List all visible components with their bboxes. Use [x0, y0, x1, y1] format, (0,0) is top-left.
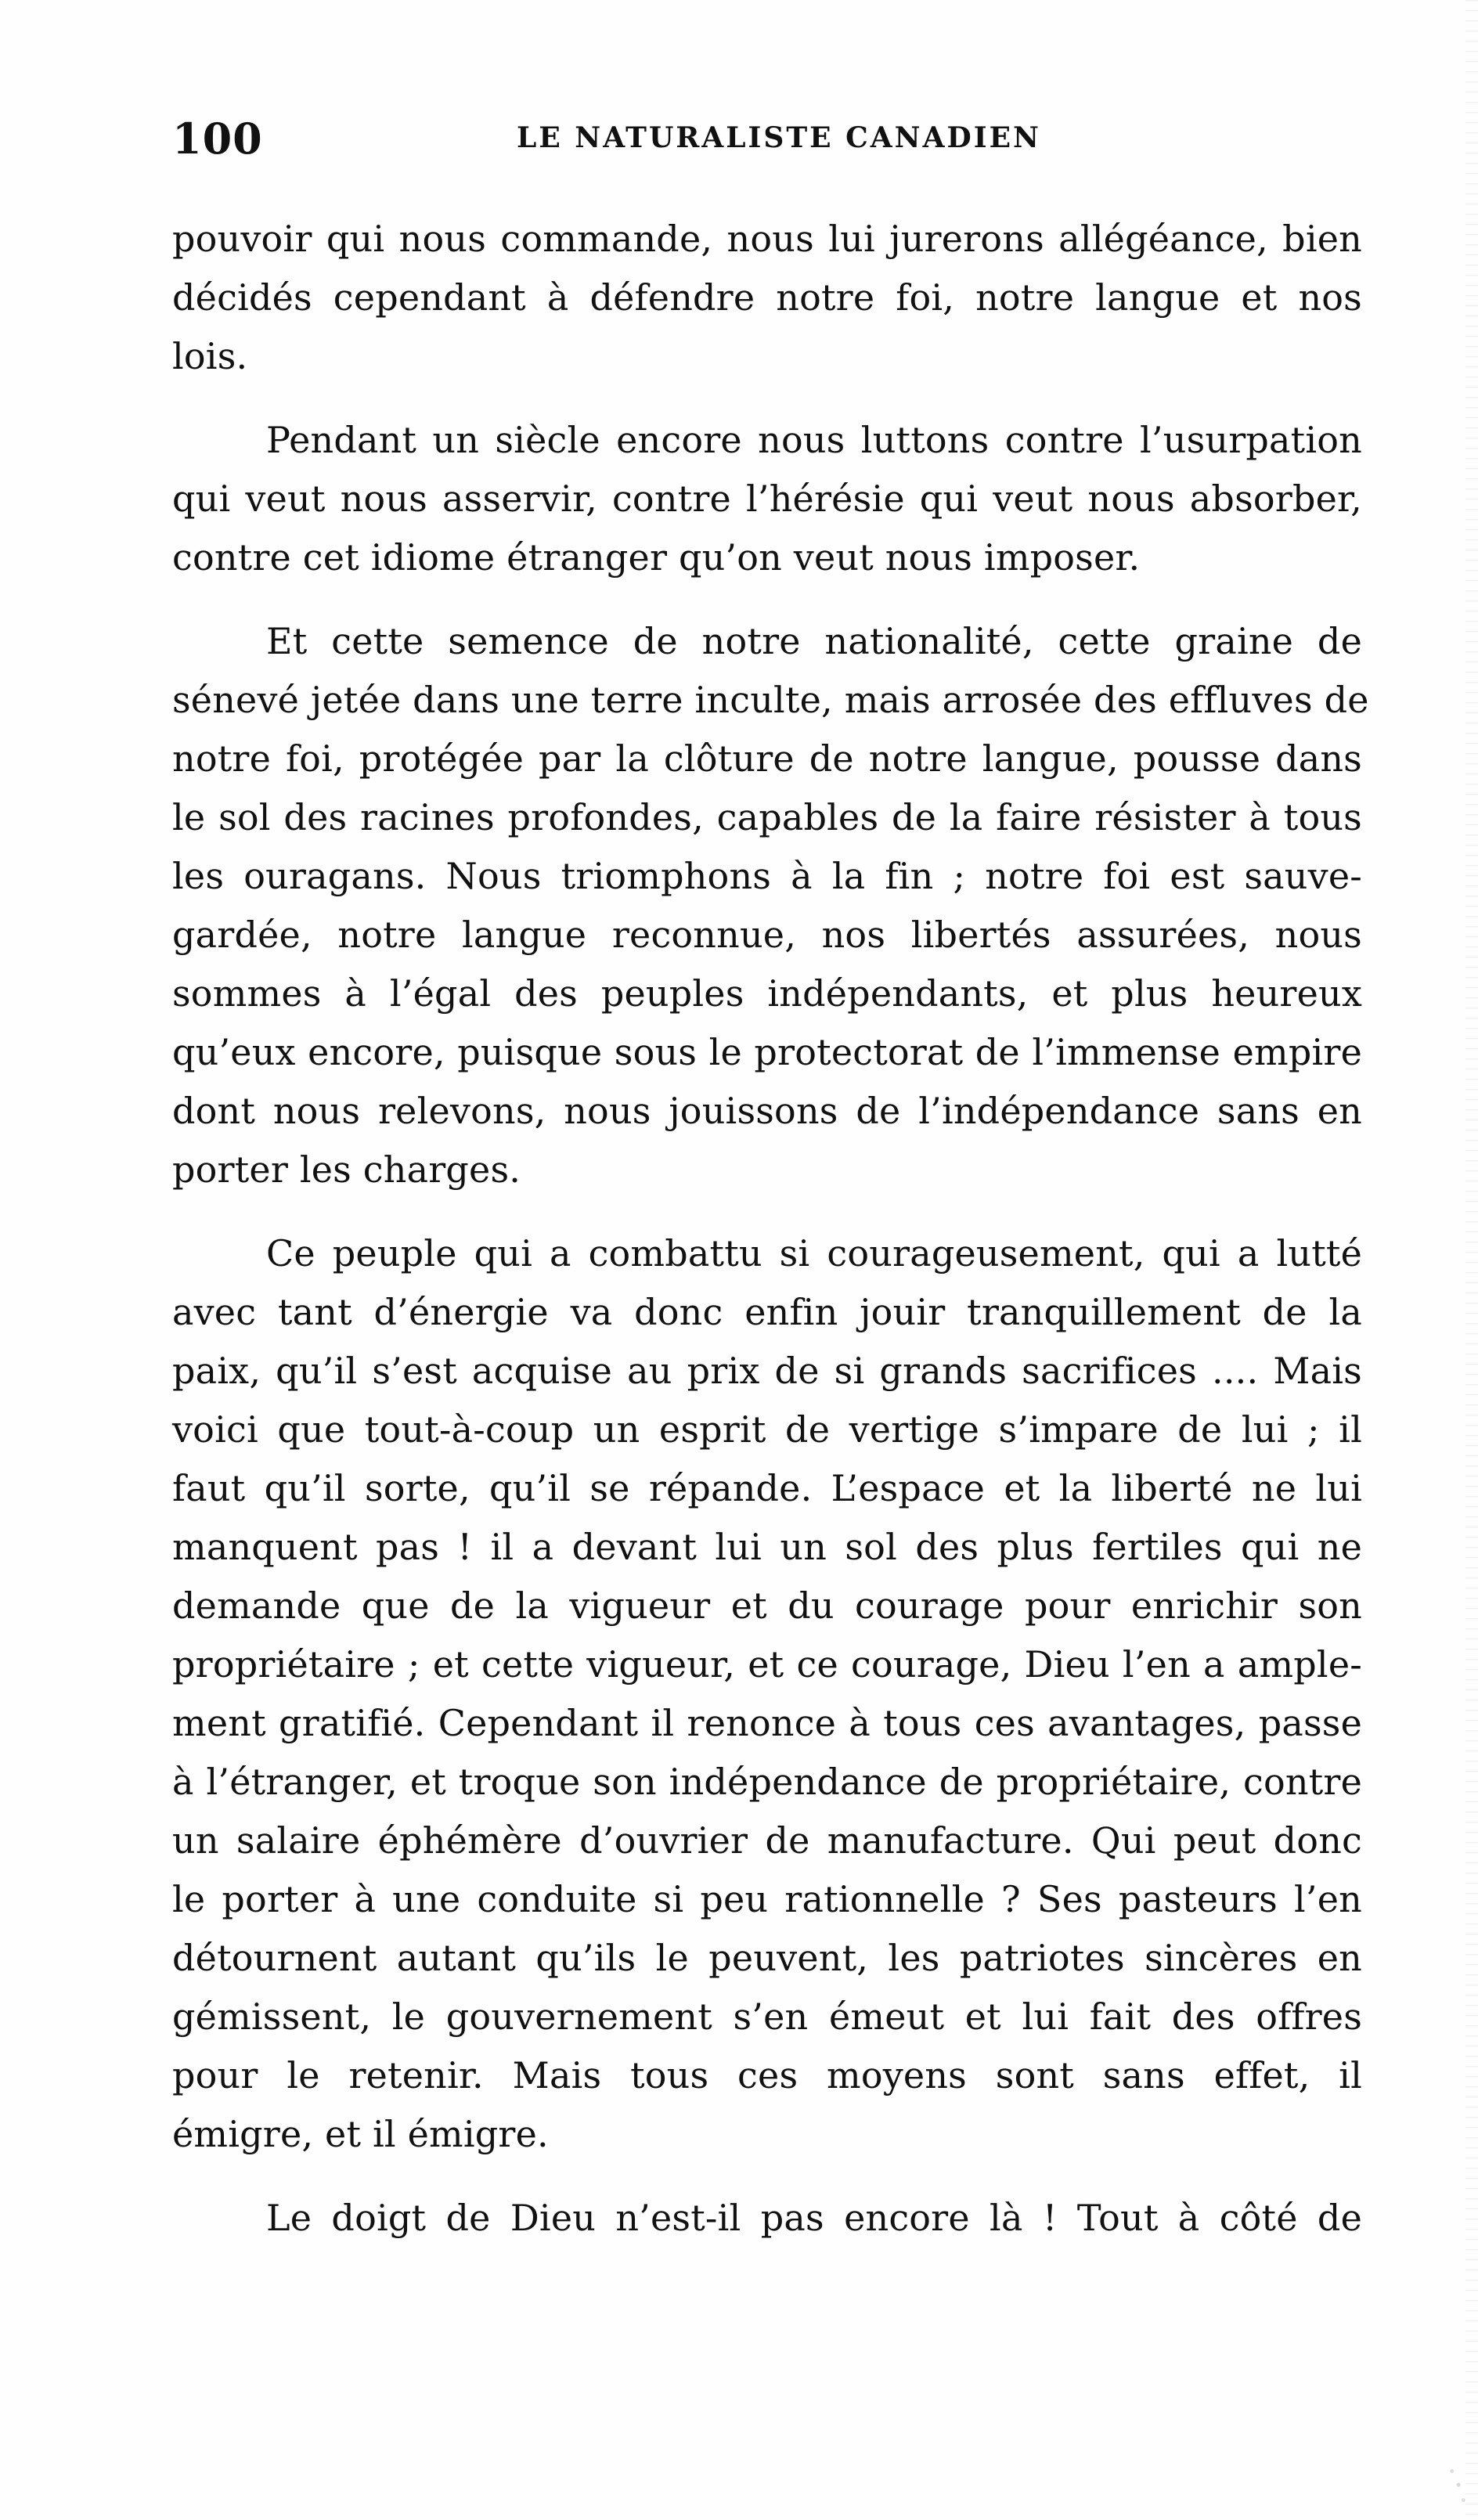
- text-line: le porter à une conduite si peu rationnelle ? Ses pasteurs l’en: [172, 1878, 1362, 1920]
- text-line: demande que de la vigueur et du courage pour enrichir son: [172, 1584, 1362, 1627]
- text-line: émigre, et il émigre.: [172, 2113, 549, 2155]
- text-line: décidés cependant à défendre notre foi, notre langue et nos: [172, 276, 1362, 319]
- text-line: dont nous relevons, nous jouissons de l’indépendance sans en: [172, 1090, 1362, 1132]
- text-line: faut qu’il sorte, qu’il se répande. L’espace et la liberté ne lui: [172, 1467, 1362, 1509]
- text-line: notre foi, protégée par la clôture de notre langue, pousse dans: [172, 737, 1362, 780]
- text-line: propriétaire ; et cette vigueur, et ce courage, Dieu l’en a ample-: [172, 1643, 1362, 1685]
- text-line: gémissent, le gouvernement s’en émeut et lui fait des offres: [172, 1995, 1362, 2038]
- text-line: qui veut nous asservir, contre l’hérésie qui veut nous absorber,: [172, 478, 1362, 520]
- text-line: qu’eux encore, puisque sous le protectorat de l’immense empire: [172, 1031, 1362, 1073]
- text-line: Pendant un siècle encore nous luttons contre l’usurpation: [266, 419, 1362, 461]
- text-line: ment gratifié. Cependant il renonce à tous ces avantages, passe: [172, 1702, 1362, 1744]
- text-line: avec tant d’énergie va donc enfin jouir tranquillement de la: [172, 1291, 1362, 1333]
- text-line: contre cet idiome étranger qu’on veut nous imposer.: [172, 536, 1141, 579]
- running-head: LE NATURALISTE CANADIEN: [517, 121, 1041, 154]
- paragraph: [172, 211, 1362, 388]
- scan-edge-speckle: [1465, 0, 1478, 2520]
- page-number: 100: [172, 114, 263, 164]
- text-line: lois.: [172, 335, 248, 377]
- paragraph: [172, 2190, 1362, 2249]
- scan-corner-marks: [1440, 2457, 1473, 2512]
- paragraph: [172, 614, 1369, 1201]
- text-line: sénevé jetée dans une terre inculte, mais arrosée des effluves de: [172, 679, 1369, 721]
- text-line: Le doigt de Dieu n’est-il pas encore là ! Tout à côté de: [266, 2197, 1362, 2239]
- text-line: gardée, notre langue reconnue, nos libertés assurées, nous: [172, 914, 1362, 956]
- text-line: les ouragans. Nous triomphons à la fin ; notre foi est sauve-: [172, 855, 1362, 897]
- paragraph: [172, 1226, 1362, 2165]
- text-line: manquent pas ! il a devant lui un sol des plus fertiles qui ne: [172, 1526, 1362, 1568]
- paragraph-gap: [172, 589, 1362, 614]
- text-line: un salaire éphémère d’ouvrier de manufacture. Qui peut donc: [172, 1819, 1362, 1862]
- page-header: [172, 114, 1362, 168]
- text-line: le sol des racines profondes, capables de la faire résister à tous: [172, 796, 1362, 838]
- text-line: détournent autant qu’ils le peuvent, les patriotes sincères en: [172, 1937, 1362, 1979]
- paragraph: [172, 413, 1362, 589]
- paragraph-gap: [172, 388, 1362, 413]
- text-line: Et cette semence de notre nationalité, cette graine de: [266, 620, 1362, 662]
- text-line: porter les charges.: [172, 1148, 521, 1191]
- text-line: à l’étranger, et troque son indépendance de propriétaire, contre: [172, 1761, 1362, 1803]
- text-line: paix, qu’il s’est acquise au prix de si grands sacrifices .... Mais: [172, 1350, 1362, 1392]
- text-line: pour le retenir. Mais tous ces moyens sont sans effet, il: [172, 2054, 1362, 2096]
- text-line: voici que tout-à-coup un esprit de vertige s’impare de lui ; il: [172, 1408, 1362, 1451]
- text-line: sommes à l’égal des peuples indépendants, et plus heureux: [172, 972, 1362, 1015]
- text-line: pouvoir qui nous commande, nous lui jurerons allégéance, bien: [172, 218, 1362, 260]
- paragraph-gap: [172, 2165, 1362, 2190]
- body-text: [172, 211, 1369, 2249]
- text-line: Ce peuple qui a combattu si courageusement, qui a lutté: [266, 1232, 1362, 1274]
- paragraph-gap: [172, 1201, 1362, 1226]
